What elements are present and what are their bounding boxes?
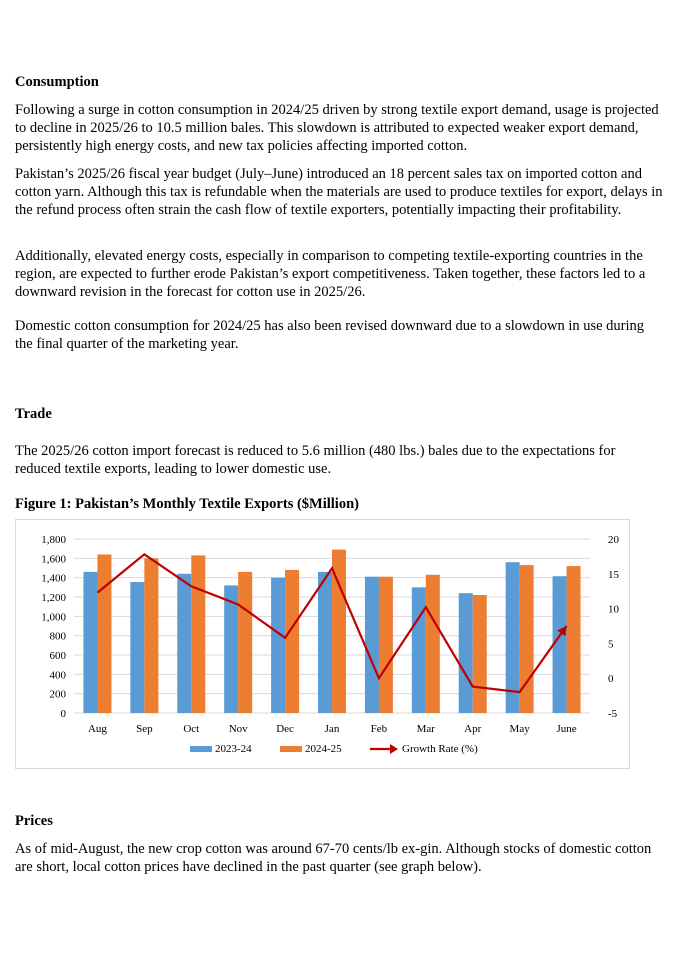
bar-2024-25 (238, 572, 252, 713)
bar-2023-24 (177, 574, 191, 713)
consumption-paragraph-3: Additionally, elevated energy costs, especially in comparison to competing textile-exporting countries in the region, are expected to further erode Pakistan’s export competitiveness. Taken together, these factors led to a downward revision in the forecast for cotton use in 2025/26. (15, 248, 646, 300)
legend-label: 2024-25 (305, 743, 342, 755)
y-right-tick-label: -5 (608, 708, 618, 720)
bar-2024-25 (426, 575, 440, 713)
prices-paragraph-1: As of mid-August, the new crop cotton was around 67-70 cents/lb ex-gin. Although stocks of domestic cotton are short, local cotton prices have declined in the past quarter (see graph below). (15, 841, 652, 875)
y-left-tick-label: 600 (49, 650, 66, 662)
x-tick-label: Feb (370, 723, 388, 735)
bar-2023-24 (459, 593, 473, 713)
bar-2024-25 (473, 595, 487, 713)
legend-swatch (190, 746, 212, 752)
trade-heading: Trade (15, 406, 52, 422)
consumption-heading: Consumption (15, 74, 99, 90)
legend-label: Growth Rate (%) (402, 743, 478, 755)
x-tick-label: Mar (416, 723, 435, 735)
consumption-paragraph-2: Pakistan’s 2025/26 fiscal year budget (July–June) introduced an 18 percent sales tax on imported cotton and cotton yarn. Although this tax is refundable when the materials are used to produce textiles for export, delays in the refund process often strain the cash flow of textile exporters, potentially impacting their profitability. (15, 166, 663, 218)
x-tick-label: June (556, 723, 577, 735)
x-tick-label: Dec (276, 723, 294, 735)
bar-2023-24 (83, 572, 97, 713)
legend-swatch (280, 746, 302, 752)
bar-2023-24 (412, 587, 426, 713)
y-right-tick-label: 5 (608, 638, 614, 651)
bar-2024-25 (97, 554, 111, 713)
x-tick-label: Nov (228, 723, 248, 735)
y-left-tick-label: 1,400 (41, 572, 66, 585)
consumption-paragraph-1: Following a surge in cotton consumption in 2024/25 driven by strong textile export demand, usage is projected to decline in 2025/26 to 10.5 million bales. This slowdown is attributed to expected weaker export demand, persistently high energy costs, and new tax policies affecting imported cotton. (15, 102, 659, 154)
y-right-tick-label: 20 (608, 534, 619, 546)
x-tick-label: Apr (464, 723, 482, 735)
y-left-tick-label: 800 (49, 630, 66, 643)
y-left-tick-label: 0 (60, 708, 66, 720)
y-left-tick-label: 1,600 (41, 553, 66, 566)
textile-exports-chart (15, 519, 630, 769)
x-tick-label: May (509, 723, 530, 735)
chart-svg (16, 520, 629, 768)
x-tick-label: Aug (87, 723, 107, 735)
consumption-paragraph-4: Domestic cotton consumption for 2024/25 has also been revised downward due to a slowdown in use during the final quarter of the marketing year. (15, 318, 645, 352)
prices-heading: Prices (15, 813, 53, 829)
y-left-tick-label: 200 (49, 688, 66, 701)
figure-title: Figure 1: Pakistan’s Monthly Textile Exports ($Million) (15, 496, 359, 512)
y-left-tick-label: 400 (49, 669, 66, 682)
x-tick-label: Sep (136, 723, 153, 735)
legend-arrow-head (390, 744, 398, 754)
y-right-tick-label: 10 (608, 603, 619, 616)
bar-2023-24 (271, 578, 285, 713)
y-left-tick-label: 1,000 (41, 611, 66, 624)
trade-paragraph-1: The 2025/26 cotton import forecast is reduced to 5.6 million (480 lbs.) bales due to the expectations for reduced textile exports, leading to lower domestic use. (15, 443, 616, 477)
x-tick-label: Jan (324, 723, 340, 735)
y-left-tick-label: 1,800 (41, 534, 66, 546)
y-right-tick-label: 0 (608, 673, 614, 686)
bar-2024-25 (379, 577, 393, 713)
bar-2024-25 (285, 570, 299, 713)
legend-label: 2023-24 (215, 743, 252, 755)
bar-2023-24 (365, 577, 379, 713)
y-right-tick-label: 15 (608, 568, 619, 581)
bar-2024-25 (191, 555, 205, 713)
y-left-tick-label: 1,200 (41, 592, 66, 604)
bar-2024-25 (144, 558, 158, 713)
x-tick-label: Oct (183, 723, 200, 735)
bar-2023-24 (318, 572, 332, 713)
bar-2024-25 (567, 566, 581, 713)
bar-2023-24 (130, 582, 144, 713)
